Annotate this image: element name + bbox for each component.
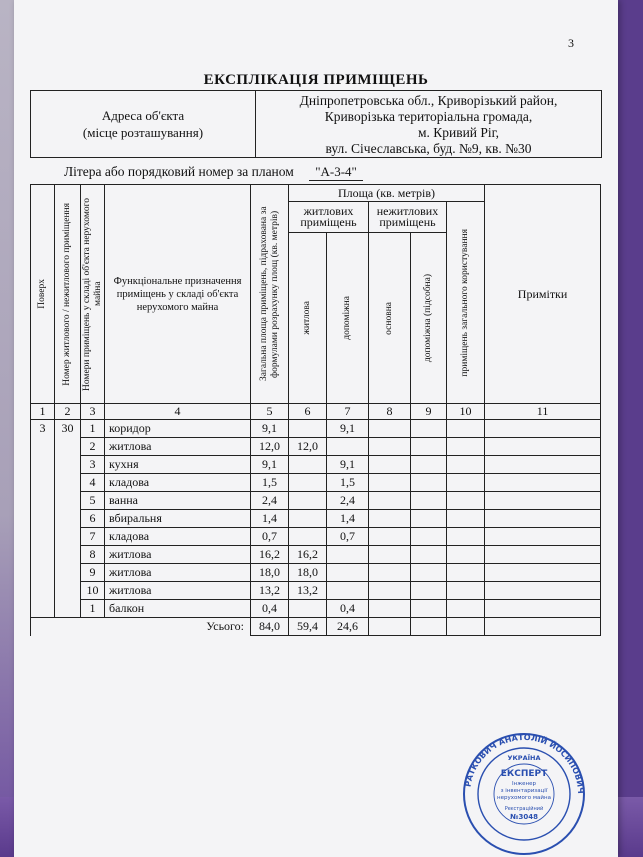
table-row: [31, 492, 601, 510]
cell-total: 1,5: [251, 474, 289, 492]
totals-total: 84,0: [251, 618, 289, 636]
cell-empty: [447, 600, 485, 618]
cell-empty: [485, 456, 601, 474]
cell-living: 13,2: [289, 582, 327, 600]
cell-purpose: житлова: [105, 582, 251, 600]
cell-empty: [369, 438, 411, 456]
header-unit-number: Номер житлового / нежитлового приміщення: [55, 185, 81, 404]
address-label-line2: (місце розташування): [82, 125, 204, 140]
col-num: 6: [289, 404, 327, 420]
cell-purpose: кладова: [105, 528, 251, 546]
cell-aux: 2,4: [327, 492, 369, 510]
header-auxiliary: допоміжна: [327, 233, 369, 404]
document-sheet: [14, 0, 618, 857]
cell-purpose: кладова: [105, 474, 251, 492]
cell-living: [289, 600, 327, 618]
cell-room: 6: [81, 510, 105, 528]
table-row: [31, 456, 601, 474]
cell-purpose: вбиральня: [105, 510, 251, 528]
cell-empty: [411, 564, 447, 582]
cell-total: 1,4: [251, 510, 289, 528]
cell-living: [289, 456, 327, 474]
table-row: [31, 420, 601, 438]
table-row: [31, 564, 601, 582]
cell-empty: [447, 420, 485, 438]
cell-empty: [411, 474, 447, 492]
cell-unit: [55, 492, 81, 510]
cell-empty: [485, 546, 601, 564]
cell-empty: [369, 600, 411, 618]
cell-empty: [369, 474, 411, 492]
cell-empty: [411, 456, 447, 474]
stamp-center-line4: нерухомого майна: [497, 795, 551, 801]
cell-unit: [55, 438, 81, 456]
cell-empty: [369, 492, 411, 510]
header-floor: Поверх: [31, 185, 55, 404]
page-number: 3: [568, 36, 574, 50]
col-num: 5: [251, 404, 289, 420]
cell-empty: [485, 600, 601, 618]
cell-unit: [55, 510, 81, 528]
address-line2: Криворізька територіальна громада,: [324, 109, 533, 124]
cell-living: 18,0: [289, 564, 327, 582]
cell-total: 0,4: [251, 600, 289, 618]
header-purpose: Функціональне призначення приміщень у складі об'єкта нерухомого майна: [105, 185, 251, 404]
column-number-row: [31, 404, 601, 420]
cell-empty: [485, 420, 601, 438]
stamp-name: РАТКОВИЧ АНАТОЛІЙ ЙОСИПОВИЧ: [463, 732, 586, 794]
cell-floor: [31, 582, 55, 600]
cell-floor: [31, 528, 55, 546]
cell-empty: [485, 474, 601, 492]
table-row: [31, 528, 601, 546]
cell-empty: [369, 546, 411, 564]
cell-floor: [31, 456, 55, 474]
cell-floor: [31, 492, 55, 510]
cell-unit: [55, 564, 81, 582]
cell-empty: [485, 564, 601, 582]
cell-empty: [485, 492, 601, 510]
table-row: [31, 438, 601, 456]
col-num: 11: [485, 404, 601, 420]
cell-empty: [447, 456, 485, 474]
cell-unit: [55, 474, 81, 492]
cell-unit: [55, 582, 81, 600]
cell-aux: [327, 564, 369, 582]
cell-room: 4: [81, 474, 105, 492]
cell-aux: 1,5: [327, 474, 369, 492]
cell-living: [289, 420, 327, 438]
cell-empty: [411, 546, 447, 564]
col-num: 9: [411, 404, 447, 420]
cell-unit: [55, 528, 81, 546]
cell-room: 7: [81, 528, 105, 546]
cell-aux: [327, 546, 369, 564]
table-body: [31, 420, 601, 618]
cell-empty: [447, 582, 485, 600]
cell-living: 12,0: [289, 438, 327, 456]
cell-total: 13,2: [251, 582, 289, 600]
cell-empty: [369, 510, 411, 528]
header-aux-utility: допоміжна (підсобна): [411, 233, 447, 404]
table-row: [31, 600, 601, 618]
cell-unit: [55, 546, 81, 564]
cell-empty: [447, 474, 485, 492]
header-nonresidential: нежитлових приміщень: [369, 202, 447, 233]
cell-room: 1: [81, 600, 105, 618]
cell-empty: [369, 582, 411, 600]
cell-floor: 3: [31, 420, 55, 438]
cell-total: 2,4: [251, 492, 289, 510]
cell-room: 8: [81, 546, 105, 564]
totals-aux: 24,6: [327, 618, 369, 636]
cell-empty: [485, 528, 601, 546]
cell-aux: 0,7: [327, 528, 369, 546]
totals-row: [31, 618, 601, 636]
cell-unit: [55, 456, 81, 474]
table-row: [31, 510, 601, 528]
letter-row: [64, 164, 363, 181]
stamp-center-line2: Інженер: [511, 781, 537, 787]
cell-empty: [369, 528, 411, 546]
cell-purpose: балкон: [105, 600, 251, 618]
cell-empty: [411, 528, 447, 546]
cell-living: [289, 510, 327, 528]
stamp-center-line1: ЕКСПЕРТ: [500, 769, 548, 779]
table-row: [31, 546, 601, 564]
cell-room: 3: [81, 456, 105, 474]
cell-empty: [369, 420, 411, 438]
document-title: ЕКСПЛІКАЦІЯ ПРИМІЩЕНЬ: [203, 72, 429, 88]
cell-purpose: житлова: [105, 564, 251, 582]
cell-floor: [31, 564, 55, 582]
col-num: 10: [447, 404, 485, 420]
cell-total: 9,1: [251, 420, 289, 438]
header-total-area: Загальна площа приміщень, підрахована за формулами розрахунку площ (кв. метрів): [251, 185, 289, 404]
col-num: 1: [31, 404, 55, 420]
cell-total: 16,2: [251, 546, 289, 564]
header-common-use: приміщень загального користування: [447, 202, 485, 404]
explication-table: [30, 184, 601, 636]
header-main: основна: [369, 233, 411, 404]
cell-empty: [411, 600, 447, 618]
cell-empty: [411, 420, 447, 438]
header-residential: житлових приміщень: [289, 202, 369, 233]
cell-empty: [411, 510, 447, 528]
cell-purpose: коридор: [105, 420, 251, 438]
address-label-line1: Адреса об'єкта: [101, 108, 185, 123]
cell-empty: [411, 492, 447, 510]
cell-aux: 9,1: [327, 420, 369, 438]
cell-aux: 9,1: [327, 456, 369, 474]
cell-aux: 0,4: [327, 600, 369, 618]
cell-purpose: ванна: [105, 492, 251, 510]
cell-empty: [411, 582, 447, 600]
table-row: [31, 582, 601, 600]
cell-unit: 30: [55, 420, 81, 438]
stamp-center-line3: з інвентаризації: [500, 788, 548, 794]
letter-label: Літера або порядковий номер за планом: [64, 164, 294, 179]
col-num: 7: [327, 404, 369, 420]
table-row: [31, 474, 601, 492]
cell-total: 0,7: [251, 528, 289, 546]
letter-value: "А-3-4": [309, 164, 363, 181]
stamp-reg-no: №3048: [510, 813, 538, 821]
cell-room: 2: [81, 438, 105, 456]
cell-empty: [369, 456, 411, 474]
cell-room: 10: [81, 582, 105, 600]
cell-living: [289, 492, 327, 510]
col-num: 3: [81, 404, 105, 420]
col-num: 4: [105, 404, 251, 420]
totals-label: Усього:: [31, 618, 251, 636]
cell-unit: [55, 600, 81, 618]
cell-floor: [31, 600, 55, 618]
col-num: 8: [369, 404, 411, 420]
header-living: житлова: [289, 233, 327, 404]
address-label: [31, 91, 256, 157]
cell-purpose: житлова: [105, 438, 251, 456]
cell-purpose: кухня: [105, 456, 251, 474]
cell-floor: [31, 546, 55, 564]
cell-empty: [485, 582, 601, 600]
col-num: 2: [55, 404, 81, 420]
cell-empty: [369, 564, 411, 582]
address-value: [256, 91, 601, 157]
header-room-number: Номери приміщень у складі об'єкта нерухомого майна: [81, 185, 105, 404]
address-line4: вул. Січеславська, буд. №9, кв. №30: [325, 141, 532, 156]
cell-room: 5: [81, 492, 105, 510]
totals-living: 59,4: [289, 618, 327, 636]
cell-empty: [447, 438, 485, 456]
address-box: [30, 90, 602, 158]
cell-empty: [411, 438, 447, 456]
cell-living: [289, 474, 327, 492]
address-line1: Дніпропетровська обл., Криворізький район,: [299, 93, 558, 108]
cell-floor: [31, 438, 55, 456]
cell-aux: [327, 582, 369, 600]
cell-empty: [447, 564, 485, 582]
cell-empty: [447, 492, 485, 510]
cell-total: 12,0: [251, 438, 289, 456]
header-notes: Примітки: [485, 185, 601, 404]
header-area-group: Площа (кв. метрів): [289, 185, 485, 202]
cell-aux: 1,4: [327, 510, 369, 528]
cell-floor: [31, 474, 55, 492]
cell-empty: [485, 510, 601, 528]
cell-living: 16,2: [289, 546, 327, 564]
cell-total: 18,0: [251, 564, 289, 582]
cell-floor: [31, 510, 55, 528]
cell-room: 1: [81, 420, 105, 438]
cell-living: [289, 528, 327, 546]
cell-empty: [447, 510, 485, 528]
cell-empty: [447, 546, 485, 564]
expert-stamp: [462, 732, 586, 856]
cell-empty: [485, 438, 601, 456]
cell-purpose: житлова: [105, 546, 251, 564]
cell-total: 9,1: [251, 456, 289, 474]
stamp-reg: Реєстраційний: [504, 806, 544, 812]
stamp-country: УКРАЇНА: [507, 754, 541, 762]
cell-empty: [447, 528, 485, 546]
address-line3: м. Кривий Ріг,: [417, 125, 500, 140]
cell-aux: [327, 438, 369, 456]
cell-room: 9: [81, 564, 105, 582]
